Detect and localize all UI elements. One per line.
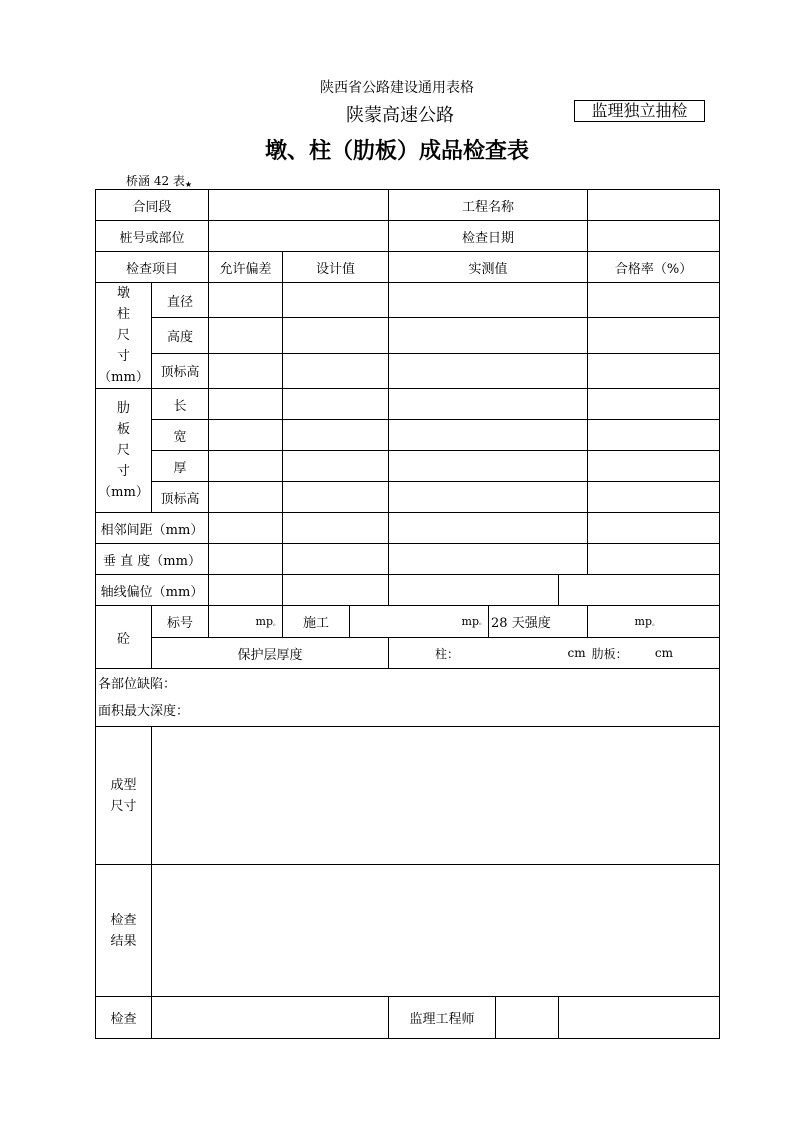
check-date-label: 检查日期 xyxy=(389,221,588,252)
defects-row xyxy=(96,669,720,727)
defects-cell[interactable] xyxy=(96,669,720,727)
cell[interactable] xyxy=(559,575,720,606)
cell[interactable] xyxy=(283,451,389,482)
result-line: 检查 xyxy=(110,912,137,928)
result-field[interactable] xyxy=(152,865,720,997)
inspector-label: 检查 xyxy=(96,997,152,1039)
grade-value-field[interactable] xyxy=(209,606,283,638)
cell[interactable] xyxy=(283,482,389,513)
concrete-cover-row xyxy=(96,638,720,669)
cell[interactable] xyxy=(209,482,283,513)
grade-unit: mp xyxy=(255,615,274,628)
col-pass-rate-header: 合格率（%） xyxy=(588,252,720,283)
pile-location-field[interactable] xyxy=(209,221,389,252)
cell[interactable] xyxy=(588,318,720,353)
cell[interactable] xyxy=(209,353,283,388)
table-row xyxy=(96,482,720,513)
cell[interactable] xyxy=(209,513,283,544)
check-date-field[interactable] xyxy=(588,221,720,252)
pier-label-line: 尺 xyxy=(116,328,130,343)
rib-label-line: 板 xyxy=(116,422,130,437)
contract-section-label: 合同段 xyxy=(96,190,209,221)
unit-dot: 。 xyxy=(273,619,281,627)
shape-size-label xyxy=(96,727,152,865)
form-code xyxy=(126,172,192,189)
rib-item-thickness: 厚 xyxy=(152,451,209,482)
cell[interactable] xyxy=(389,353,588,388)
table-row xyxy=(96,221,720,252)
grade-label: 标号 xyxy=(152,606,209,638)
table-row xyxy=(96,389,720,420)
table-row xyxy=(96,420,720,451)
spacing-label: 相邻间距（mm） xyxy=(96,513,209,544)
cell[interactable] xyxy=(389,420,588,451)
result-label xyxy=(96,865,152,997)
supervisor-label: 监理工程师 xyxy=(389,997,496,1038)
form-code-text: 桥涵 42 表 xyxy=(126,174,185,188)
cover-value-cell[interactable] xyxy=(389,638,720,669)
rib-label-line: 尺 xyxy=(116,443,130,458)
pier-item-height: 高度 xyxy=(152,318,209,353)
pier-group-label xyxy=(96,283,152,389)
verticality-label: 垂 直 度（mm） xyxy=(96,544,209,575)
pier-label-line: 墩 xyxy=(116,286,130,301)
rib-label-line: （mm） xyxy=(98,485,149,500)
concrete-label: 砼 xyxy=(96,606,152,669)
cell[interactable] xyxy=(283,420,389,451)
project-name-field[interactable] xyxy=(588,190,720,221)
cell[interactable] xyxy=(389,482,588,513)
shape-size-field[interactable] xyxy=(152,727,720,865)
construction-unit: mp xyxy=(461,615,480,628)
pile-location-label: 桩号或部位 xyxy=(96,221,209,252)
cell[interactable] xyxy=(389,451,588,482)
supervisor-field-start[interactable] xyxy=(496,997,558,1038)
table-row xyxy=(96,513,720,544)
col-design-header: 设计值 xyxy=(283,252,389,283)
form-code-mark: ★ xyxy=(184,180,193,189)
cell[interactable] xyxy=(283,318,389,353)
rib-item-length: 长 xyxy=(152,389,209,420)
cell[interactable] xyxy=(283,353,389,388)
cell[interactable] xyxy=(209,544,283,575)
cell[interactable] xyxy=(588,544,720,575)
pier-label-line: 寸 xyxy=(116,349,130,364)
cell[interactable] xyxy=(209,318,283,353)
inspection-form-table xyxy=(95,189,720,1039)
cell[interactable] xyxy=(389,283,588,318)
pier-label-line: （mm） xyxy=(98,370,149,385)
road-name: 陕蒙高速公路 xyxy=(346,105,454,126)
axis-offset-label: 轴线偏位（mm） xyxy=(96,575,209,606)
cell[interactable] xyxy=(389,544,588,575)
cell[interactable] xyxy=(588,513,720,544)
cell[interactable] xyxy=(389,389,588,420)
super-title: 陕西省公路建设通用表格 xyxy=(320,80,474,96)
page-title: 墩、柱（肋板）成品检查表 xyxy=(264,139,529,164)
cell[interactable] xyxy=(389,318,588,353)
rib-cover-unit: cm xyxy=(654,646,674,660)
pier-item-top-elevation: 顶标高 xyxy=(152,353,209,388)
col-measured-header: 实测值 xyxy=(389,252,588,283)
rib-group-label xyxy=(96,389,152,513)
shape-size-line: 尺寸 xyxy=(110,798,137,814)
construction-value-field[interactable] xyxy=(350,606,489,637)
table-row xyxy=(96,451,720,482)
table-header-row xyxy=(96,252,720,283)
cell[interactable] xyxy=(389,513,588,544)
shape-size-line: 成型 xyxy=(110,777,137,793)
unit-dot: 。 xyxy=(652,619,660,627)
cell[interactable] xyxy=(588,389,720,420)
rib-item-width: 宽 xyxy=(152,420,209,451)
rib-label-line: 肋 xyxy=(116,401,130,416)
cover-label: 保护层厚度 xyxy=(152,638,389,669)
contract-section-field[interactable] xyxy=(209,190,389,221)
cell[interactable] xyxy=(209,451,283,482)
inspector-field[interactable] xyxy=(152,997,389,1039)
result-line: 结果 xyxy=(110,933,137,949)
defects-label: 各部位缺陷： xyxy=(98,677,177,692)
column-cover-label: 柱： xyxy=(435,646,460,661)
supervisor-cell xyxy=(389,997,559,1039)
project-name-label: 工程名称 xyxy=(389,190,588,221)
rib-cover-label: 肋板： xyxy=(591,646,628,661)
area-depth-label: 面积最大深度： xyxy=(98,704,190,719)
cell[interactable] xyxy=(389,575,559,606)
cell[interactable] xyxy=(209,283,283,318)
table-row xyxy=(96,544,720,575)
cell[interactable] xyxy=(588,353,720,388)
supervisor-field[interactable] xyxy=(559,997,720,1039)
shape-size-row xyxy=(96,727,720,865)
cell[interactable] xyxy=(283,513,389,544)
construction-label: 施工 xyxy=(283,606,350,637)
cell[interactable] xyxy=(209,389,283,420)
table-row xyxy=(96,575,720,606)
cell[interactable] xyxy=(209,420,283,451)
cell[interactable] xyxy=(283,389,389,420)
cell[interactable] xyxy=(209,575,283,606)
strength28-label: 28 天强度 xyxy=(491,616,551,631)
cell[interactable] xyxy=(588,420,720,451)
table-row xyxy=(96,190,720,221)
concrete-grade-row xyxy=(96,606,720,638)
cell[interactable] xyxy=(588,482,720,513)
rib-item-top-elevation: 顶标高 xyxy=(152,482,209,513)
cell[interactable] xyxy=(588,283,720,318)
pier-label-line: 柱 xyxy=(116,307,130,322)
strength28-value-field[interactable] xyxy=(588,606,720,638)
unit-dot: 。 xyxy=(479,617,487,626)
table-row xyxy=(96,283,720,318)
table-row xyxy=(96,353,720,388)
table-row xyxy=(96,318,720,353)
cell[interactable] xyxy=(283,283,389,318)
cell[interactable] xyxy=(283,575,389,606)
col-item-header: 检查项目 xyxy=(96,252,209,283)
signature-row xyxy=(96,997,720,1039)
construction-cell xyxy=(283,606,588,638)
result-row xyxy=(96,865,720,997)
pier-item-diameter: 直径 xyxy=(152,283,209,318)
cell[interactable] xyxy=(283,544,389,575)
inspection-stamp: 监理独立抽检 xyxy=(574,100,705,122)
column-cover-unit: cm xyxy=(567,646,586,660)
col-tolerance-header: 允许偏差 xyxy=(209,252,283,283)
strength28-unit: mp xyxy=(634,615,653,628)
rib-label-line: 寸 xyxy=(116,464,130,479)
cell[interactable] xyxy=(588,451,720,482)
